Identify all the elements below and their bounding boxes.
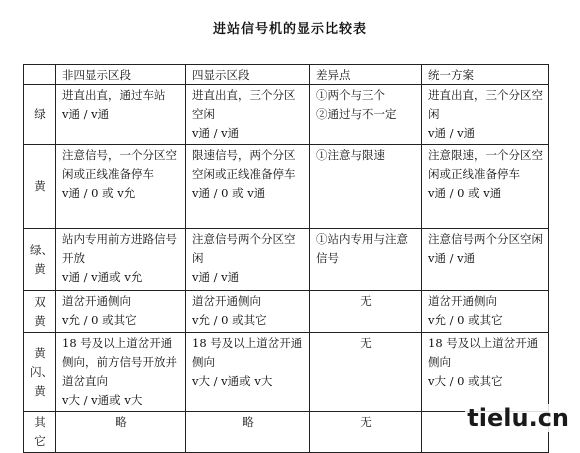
header-row xyxy=(24,65,549,85)
cell-speed: v通 / v通 xyxy=(192,126,240,140)
table-cell xyxy=(310,333,422,412)
header-cell-unified-scheme: 统一方案 xyxy=(422,65,549,85)
table-cell xyxy=(186,145,310,229)
cell-text: ①站内专用与注意信号 xyxy=(316,232,408,265)
cell-text: 18 号及以上道岔开通侧向，前方信号开放并道岔直向 xyxy=(62,336,177,388)
cell-text: 进直出直，通过车站 xyxy=(62,88,166,102)
cell-speed: v允 / 0 或其它 xyxy=(428,313,503,327)
cell-speed: v通 / 0 或 v通 xyxy=(192,186,266,200)
cell-text: ①注意与限速 xyxy=(316,148,385,162)
watermark-logo: tielu.cn xyxy=(467,404,569,432)
cell-speed: v通 / 0 或 v允 xyxy=(62,186,136,200)
table-cell xyxy=(310,229,422,291)
cell-speed: v大 / v通或 v大 xyxy=(62,393,143,407)
table-cell xyxy=(56,145,186,229)
table-cell xyxy=(310,291,422,333)
table-cell xyxy=(310,85,422,145)
table-cell xyxy=(56,412,186,453)
cell-text: 无 xyxy=(360,415,372,429)
table-title: 进站信号机的显示比较表 xyxy=(212,22,367,37)
cell-speed: v通 / v通 xyxy=(192,270,240,284)
table-row xyxy=(24,85,549,145)
table-cell xyxy=(56,291,186,333)
cell-text: 道岔开通侧向 xyxy=(428,294,497,308)
cell-text: 站内专用前方进路信号开放 xyxy=(62,232,177,265)
table-row xyxy=(24,229,549,291)
row-label: 双黄 xyxy=(24,291,56,333)
table-cell xyxy=(422,85,549,145)
table-row xyxy=(24,145,549,229)
row-label: 其它 xyxy=(24,412,56,453)
table-cell xyxy=(422,333,549,412)
header-cell-differences: 差异点 xyxy=(310,65,422,85)
cell-text: 18 号及以上道岔开通侧向 xyxy=(428,336,539,369)
cell-speed: v通 / 0 或 v通 xyxy=(428,186,502,200)
table-cell xyxy=(186,229,310,291)
table-cell xyxy=(56,85,186,145)
header-cell-corner xyxy=(24,65,56,85)
cell-text: 注意信号，一个分区空闲或正线准备停车 xyxy=(62,148,177,181)
cell-speed: v通 / v通或 v允 xyxy=(62,270,143,284)
cell-speed: v大 / v通或 v大 xyxy=(192,374,273,388)
table-cell xyxy=(56,229,186,291)
table-cell xyxy=(310,412,422,453)
row-label: 绿 xyxy=(24,85,56,145)
cell-text: 注意信号两个分区空闲 xyxy=(192,232,296,265)
table-cell xyxy=(56,333,186,412)
cell-text: 注意限速，一个分区空闲或正线准备停车 xyxy=(428,148,543,181)
table-cell xyxy=(422,229,549,291)
cell-text: 18 号及以上道岔开通侧向 xyxy=(192,336,303,369)
cell-text: 无 xyxy=(360,294,372,308)
row-label: 黄 xyxy=(24,145,56,229)
cell-speed: v通 / v通 xyxy=(62,107,110,121)
cell-text: 略 xyxy=(242,415,254,429)
cell-text: 进直出直，三个分区空闲 xyxy=(428,88,543,121)
cell-speed: v通 / v通 xyxy=(428,126,476,140)
table-cell xyxy=(186,412,310,453)
cell-text: 无 xyxy=(360,336,372,350)
table-cell xyxy=(186,333,310,412)
cell-speed: v允 / 0 或其它 xyxy=(62,313,137,327)
cell-speed: v通 / v通 xyxy=(428,251,476,265)
table-cell xyxy=(186,291,310,333)
cell-text: 道岔开通侧向 xyxy=(62,294,131,308)
cell-speed: v大 / 0 或其它 xyxy=(428,374,503,388)
header-cell-four-aspect: 四显示区段 xyxy=(186,65,310,85)
header-cell-non-four-aspect: 非四显示区段 xyxy=(56,65,186,85)
cell-text: ①两个与三个 xyxy=(316,88,385,102)
signal-comparison-table xyxy=(23,64,549,453)
cell-text: 略 xyxy=(115,415,127,429)
cell-text: 道岔开通侧向 xyxy=(192,294,261,308)
row-label: 黄闪、黄 xyxy=(24,333,56,412)
table-cell xyxy=(186,85,310,145)
cell-text: 限速信号，两个分区空闲或正线准备停车 xyxy=(192,148,296,181)
table-cell xyxy=(422,291,549,333)
table-cell xyxy=(310,145,422,229)
row-label: 绿、黄 xyxy=(24,229,56,291)
table-row xyxy=(24,291,549,333)
cell-text: ②通过与不一定 xyxy=(316,107,397,121)
cell-text: 进直出直，三个分区空闲 xyxy=(192,88,296,121)
table-row xyxy=(24,333,549,412)
table-cell xyxy=(422,145,549,229)
cell-speed: v允 / 0 或其它 xyxy=(192,313,267,327)
cell-text: 注意信号两个分区空闲 xyxy=(428,232,543,246)
